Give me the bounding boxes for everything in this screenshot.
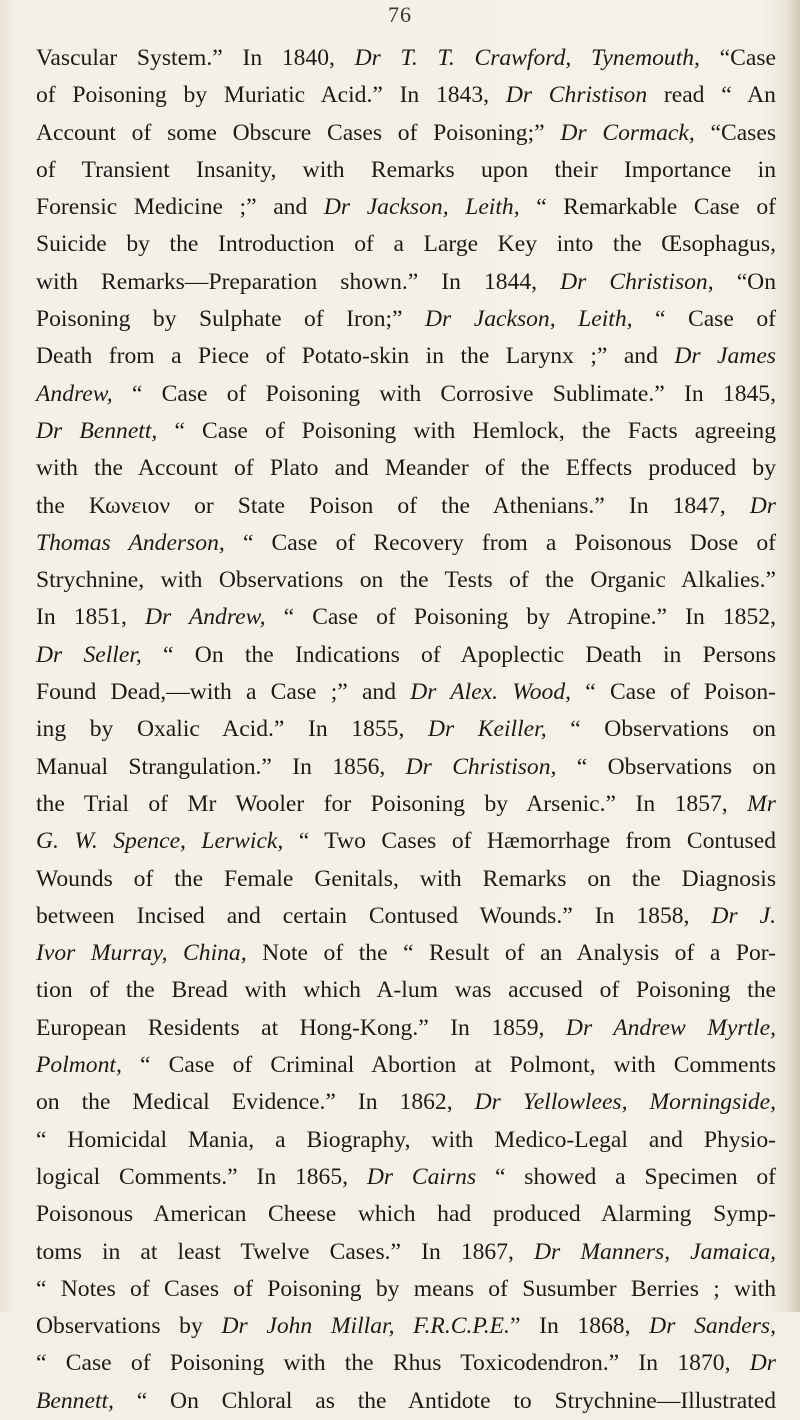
- page-edge-shadow: [786, 0, 800, 1312]
- text-run: “Case: [699, 45, 777, 71]
- italic-text-run: Dr Andrew Myrtle,: [565, 1014, 776, 1041]
- text-line: [36, 226, 776, 263]
- text-run: of Transient Insanity, with Remarks upon their Importance in: [36, 156, 776, 183]
- text-run: “ Observations on: [556, 753, 777, 780]
- italic-text-run: Mr: [747, 790, 776, 817]
- text-line: [36, 1122, 776, 1159]
- italic-text-run: G. W. Spence, Lerwick,: [36, 828, 284, 855]
- italic-text-run: Dr Andrew,: [144, 604, 266, 631]
- text-run: European Residents at Hong-Kong.” In 1859,: [36, 1014, 566, 1041]
- text-run: Observations by: [36, 1313, 222, 1340]
- text-run: “ Notes of Cases of Poisoning by means of Susumber Berries ; with: [36, 1275, 776, 1302]
- text-line: [36, 674, 776, 711]
- text-run: between Incised and certain Contused Wounds.” In 1858,: [36, 902, 712, 929]
- text-run: logical Comments.” In 1865,: [36, 1163, 367, 1190]
- italic-text-run: Dr: [749, 1350, 776, 1377]
- text-run: Account of some Obscure Cases of Poisoning;”: [36, 119, 561, 146]
- text-run: Manual Strangulation.” In 1856,: [36, 753, 406, 780]
- text-line: [36, 189, 776, 226]
- text-run: the Trial of Mr Wooler for Poisoning by Arsenic.” In 1857,: [36, 790, 748, 817]
- text-line: [36, 1010, 776, 1047]
- text-run: Note of the “ Result of an Analysis of a Por-: [246, 940, 776, 967]
- text-line: [36, 1383, 776, 1420]
- italic-text-run: Dr James: [674, 343, 776, 370]
- italic-text-run: Dr: [749, 492, 776, 519]
- italic-text-run: Polmont,: [36, 1052, 122, 1079]
- text-run: with Remarks—Preparation shown.” In 1844,: [36, 268, 561, 295]
- text-run: “ Remarkable Case of: [519, 194, 776, 221]
- text-run: “ Case of Poisoning with Corrosive Sublimate.” In 1845,: [112, 380, 776, 407]
- text-run: “ showed a Specimen of: [476, 1163, 776, 1190]
- text-run: Wounds of the Female Genitals, with Remarks on the Diagnosis: [36, 865, 776, 892]
- italic-text-run: Dr Christison,: [405, 753, 557, 780]
- italic-text-run: Dr Alex. Wood,: [410, 679, 572, 706]
- text-line: [36, 1271, 776, 1308]
- italic-text-run: Andrew,: [36, 380, 113, 407]
- italic-text-run: Dr Cormack,: [560, 119, 695, 146]
- italic-text-run: Thomas Anderson,: [36, 529, 225, 556]
- text-run: of Poisoning by Muriatic Acid.” In 1843,: [36, 82, 506, 109]
- text-line: [36, 972, 776, 1009]
- italic-text-run: Dr Yellowlees, Morningside,: [474, 1089, 777, 1116]
- text-run: “ Observations on: [546, 716, 776, 743]
- text-line: [36, 77, 776, 114]
- text-line: [36, 749, 776, 786]
- text-line: [36, 525, 776, 562]
- text-run: In 1851,: [36, 604, 145, 631]
- italic-text-run: Dr Cairns: [366, 1163, 477, 1190]
- text-run: “Cases: [694, 119, 776, 146]
- text-line: [36, 1159, 776, 1196]
- text-run: Poisoning by Sulphate of Iron;”: [36, 306, 426, 333]
- text-run: Death from a Piece of Potato-skin in the Larynx ;” and: [36, 343, 675, 370]
- page-number: 76: [388, 2, 412, 27]
- italic-text-run: Dr Christison: [505, 82, 648, 109]
- italic-text-run: Dr Seller,: [36, 641, 142, 668]
- italic-text-run: Dr Christison,: [560, 268, 714, 295]
- italic-text-run: Dr John Millar, F.R.C.P.E.: [221, 1313, 510, 1340]
- text-run: toms in at least Twelve Cases.” In 1867,: [36, 1238, 535, 1265]
- text-run: “ Case of Recovery from a Poisonous Dose of: [224, 529, 776, 556]
- text-line: [36, 1308, 776, 1345]
- text-run: “ Case of: [632, 306, 776, 333]
- italic-text-run: Dr T. T. Crawford, Tynemouth,: [354, 45, 700, 71]
- text-run: “On: [713, 268, 776, 295]
- italic-text-run: Ivor Murray, China,: [36, 940, 247, 967]
- italic-text-run: Dr Jackson, Leith,: [323, 194, 520, 221]
- text-run: “ Case of Poisoning with the Rhus Toxicodendron.” In 1870,: [36, 1350, 750, 1377]
- text-line: [36, 786, 776, 823]
- text-line: [36, 823, 776, 860]
- italic-text-run: Dr Bennett,: [36, 417, 158, 444]
- text-run: “ On the Indications of Apoplectic Death in Persons: [141, 641, 776, 668]
- text-line: [36, 1234, 776, 1271]
- text-line: [36, 152, 776, 189]
- text-line: [36, 301, 776, 338]
- text-run: “ Case of Poison-: [571, 679, 776, 706]
- text-run: Found Dead,—with a Case ;” and: [36, 679, 411, 706]
- text-line: [36, 898, 776, 935]
- text-line: [36, 264, 776, 301]
- text-line: [36, 1345, 776, 1382]
- text-run: Forensic Medicine ;” and: [36, 194, 324, 221]
- text-line: [36, 637, 776, 674]
- text-line: [36, 1047, 776, 1084]
- text-line: [36, 599, 776, 636]
- text-run: “ Case of Criminal Abortion at Polmont, with Comments: [121, 1052, 776, 1079]
- text-run: “ Case of Poisoning with Hemlock, the Facts agreeing: [157, 417, 776, 444]
- text-run: ing by Oxalic Acid.” In 1855,: [36, 716, 428, 743]
- italic-text-run: Dr Manners, Jamaica,: [534, 1238, 777, 1265]
- body-text: [36, 40, 776, 1420]
- text-run: ” In 1868,: [509, 1313, 650, 1340]
- text-run: tion of the Bread with which A-lum was accused of Poisoning the: [36, 977, 776, 1004]
- italic-text-run: Bennett,: [36, 1387, 114, 1414]
- text-run: Vascular System.” In 1840,: [36, 45, 355, 71]
- text-run: Suicide by the Introduction of a Large Key into the Œsophagus,: [36, 231, 776, 258]
- italic-text-run: Dr Jackson, Leith,: [425, 306, 633, 333]
- text-line: [36, 935, 776, 972]
- text-line: [36, 450, 776, 487]
- text-line: [36, 562, 776, 599]
- text-line: [36, 115, 776, 152]
- text-line: [36, 1084, 776, 1121]
- text-line: [36, 1196, 776, 1233]
- text-run: with the Account of Plato and Meander of the Effects produced by: [36, 455, 776, 482]
- text-line: [36, 711, 776, 748]
- text-run: the Κωνειον or State Poison of the Athenians.” In 1847,: [36, 492, 750, 519]
- text-line: [36, 413, 776, 450]
- text-run: “ Two Cases of Hæmorrhage from Contused: [283, 828, 776, 855]
- text-run: read “ An: [647, 82, 776, 109]
- text-line: [36, 488, 776, 525]
- text-line: [36, 376, 776, 413]
- italic-text-run: Dr J.: [711, 902, 776, 929]
- text-run: Poisonous American Cheese which had produced Alarming Symp-: [36, 1201, 776, 1228]
- text-run: Strychnine, with Observations on the Tests of the Organic Alkalies.”: [36, 567, 776, 594]
- text-line: [36, 40, 776, 77]
- italic-text-run: Dr Sanders,: [649, 1313, 776, 1340]
- text-line: [36, 338, 776, 375]
- text-line: [36, 861, 776, 898]
- text-run: “ On Chloral as the Antidote to Strychnine—Illustrated: [113, 1387, 776, 1414]
- italic-text-run: Dr Keiller,: [427, 716, 547, 743]
- text-run: on the Medical Evidence.” In 1862,: [36, 1089, 475, 1116]
- text-run: “ Homicidal Mania, a Biography, with Medico-Legal and Physio-: [36, 1126, 776, 1153]
- text-run: “ Case of Poisoning by Atropine.” In 1852,: [265, 604, 776, 631]
